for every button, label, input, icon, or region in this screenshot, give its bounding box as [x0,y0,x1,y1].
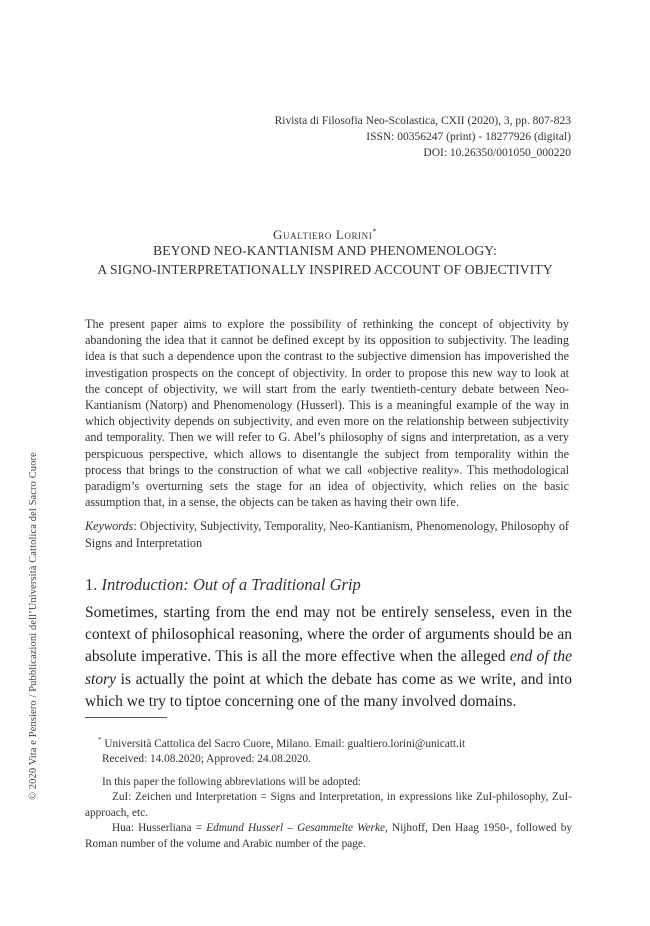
intro-emphasis: end of the story [85,648,572,688]
paper-title [60,241,590,279]
intro-paragraph [85,602,572,713]
keywords [85,518,569,551]
footnote-marker: * [98,736,102,744]
side-copyright: © 2020 Vita e Pensiero / Pubblicazioni dell’Università Cattolica del Sacro Cuore [28,452,39,800]
section-title: Introduction: Out of a Traditional Grip [101,575,361,594]
keywords-list: : Objectivity, Subjectivity, Temporality, Neo-Kantianism, Phenomenology, Philosophy of Signs and Interpretation [85,519,569,550]
title-line-2: A SIGNO-INTERPRETATIONALLY INSPIRED ACCOUNT OF OBJECTIVITY [97,262,553,277]
affiliation-text: Università Cattolica del Sacro Cuore, Milano. Email: gualtiero.lorini@unicatt.it [101,737,466,750]
hua-prefix: Hua: Husserliana = [112,822,207,835]
footnote-zui: ZuI: Zeichen und Interpretation = Signs and Interpretation, in expressions like ZuI-philosophy, ZuI-approach, etc. [85,791,572,819]
intro-text-2: is actually the point at which the debate has come as we write, and into which we try to tiptoe concerning one of the many involved domains. [85,670,572,710]
author-footnote-marker: * [372,227,377,236]
section-heading [85,575,361,595]
intro-text-1: Sometimes, starting from the end may not be entirely senseless, even in the context of philosophical reasoning, where the order of arguments should be an absolute imperative. This is all the more effective when the alleged [85,604,572,666]
footnote-divider [85,717,167,718]
abstract: The present paper aims to explore the possibility of rethinking the concept of objectivity by abandoning the idea that it cannot be defined except by its opposition to subjectivity. The leading idea is that such a dependence upon the contrast to the subjective dimension has impoverished the investigation prospects on the concept of objectivity. In order to propose this new way to look at the concept of objectivity, we will start from the early twentieth-century debate between Neo-Kantianism (Natorp) and Phenomenology (Husserl). This is a meaningful example of the way in which objectivity depends on subjectivity, and even more on the relationship between subjectivity and temporality. Then we will refer to G. Abel’s philosophy of signs and interpretation, as a very perspicuous perspective, which allows to disentangle the subject from temporality within the process that brings to the construction of what we call «objective reality». This methodological paradigm’s overturning sets the stage for an idea of objectivity, which relies on the basic assumption that, in a sense, the objects can be taken as having their own life. [85,317,569,510]
title-line-1: BEYOND NEO-KANTIANISM AND PHENOMENOLOGY: [153,243,497,258]
keywords-label: Keywords [85,519,134,533]
footnote-abbrev-intro: In this paper the following abbreviations will be adopted: [102,775,362,788]
journal-header [275,113,571,161]
section-number: 1. [85,575,98,594]
footnote-affiliation [85,733,572,752]
journal-citation: Rivista di Filosofia Neo-Scolastica, CXII (2020), 3, pp. 807-823 [274,115,571,127]
hua-suffix: , Nijhoff, Den Haag 1950-, followed by Roman number of the volume and Arabic number of the page. [85,822,573,850]
hua-title: Edmund Husserl – Gesammelte Werke [206,822,385,835]
author-name: Gualtiero Lorini [273,227,373,242]
footnotes [85,733,572,852]
footnote-dates: Received: 14.08.2020; Approved: 24.08.2020. [102,753,311,766]
footnote-hua [85,821,572,852]
issn: ISSN: 00356247 (print) - 18277926 (digital) [366,131,571,143]
doi: DOI: 10.26350/001050_000220 [423,147,571,159]
